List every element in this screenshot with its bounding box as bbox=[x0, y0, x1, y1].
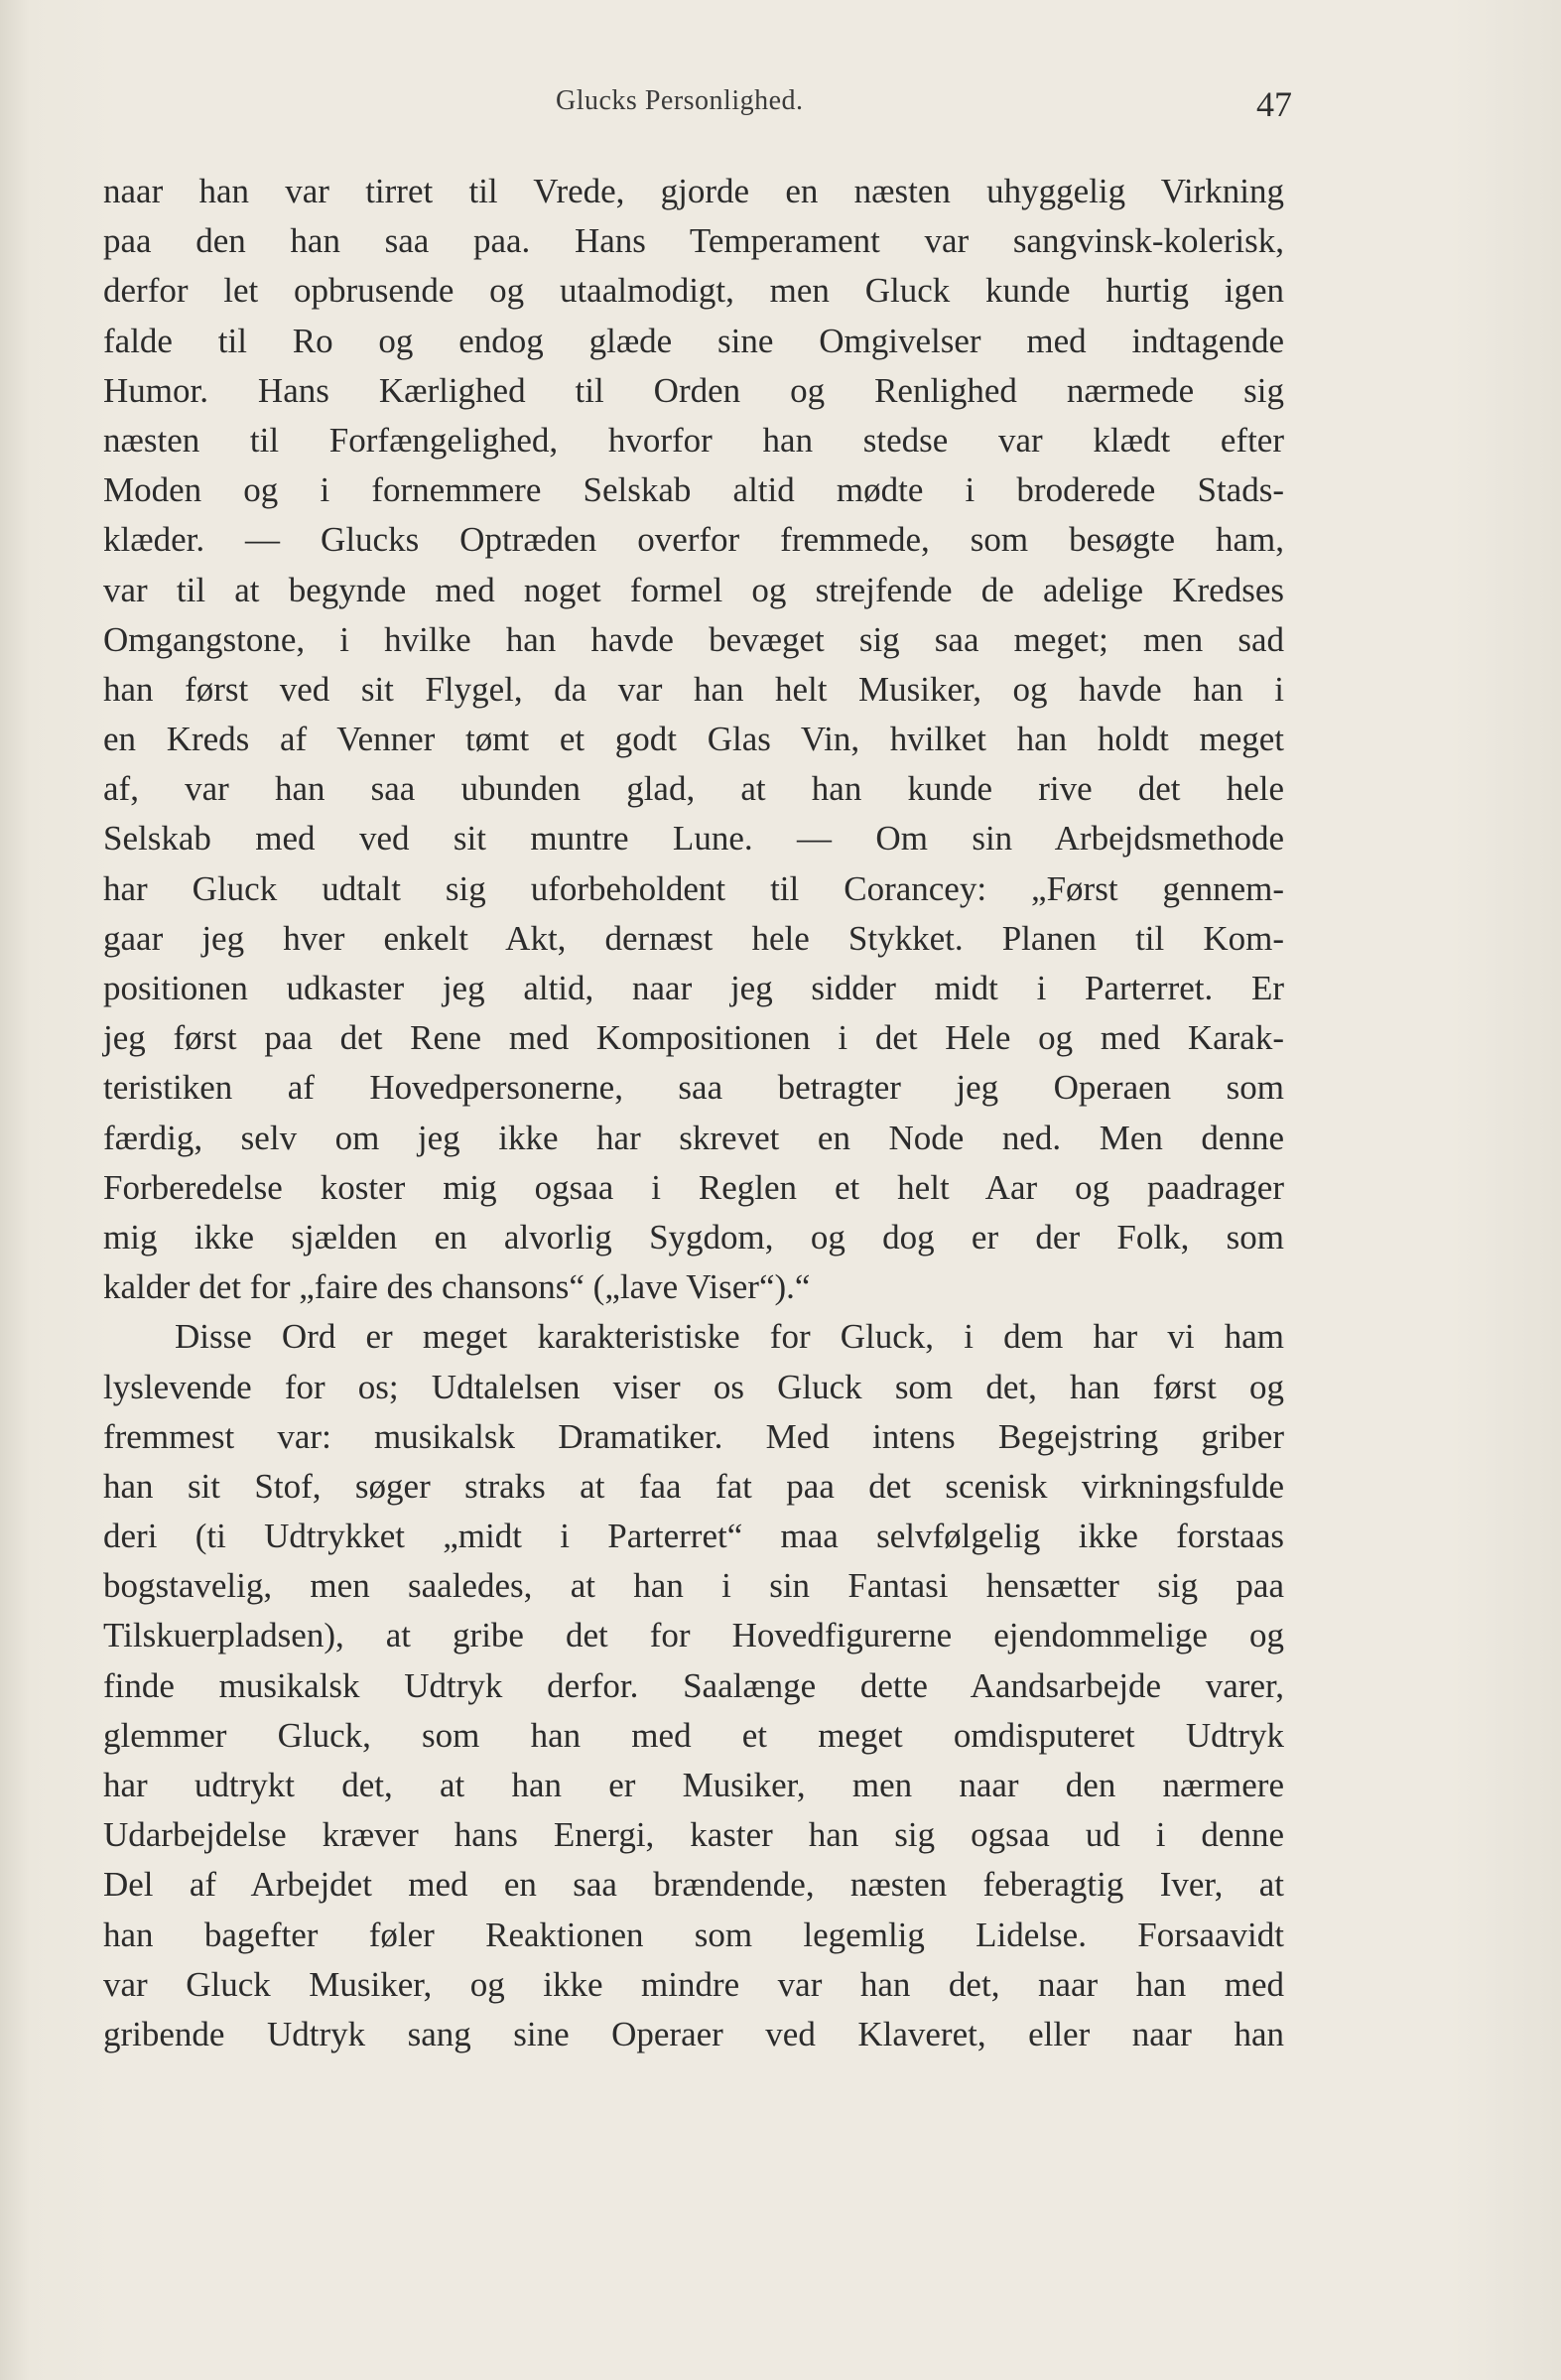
text-line: bogstavelig, men saaledes, at han i sin Fantasi hensætter sig paa bbox=[103, 1566, 1284, 1606]
body-text bbox=[103, 167, 1284, 2059]
text-line: kalder det for „faire des chansons“ („lave Viser“).“ bbox=[103, 1267, 811, 1307]
text-line: Del af Arbejdet med en saa brændende, næsten feberagtig Iver, at bbox=[103, 1865, 1284, 1905]
text-line: han sit Stof, søger straks at faa fat paa det scenisk virkningsfulde bbox=[103, 1466, 1284, 1506]
text-line: Tilskuerpladsen), at gribe det for Hovedfigurerne ejendommelige og bbox=[103, 1616, 1284, 1655]
page-number: 47 bbox=[1256, 84, 1292, 124]
text-line: færdig, selv om jeg ikke har skrevet en Node ned. Men denne bbox=[103, 1118, 1284, 1157]
text-line: glemmer Gluck, som han med et meget omdisputeret Udtryk bbox=[103, 1715, 1284, 1755]
text-line: mig ikke sjælden en alvorlig Sygdom, og dog er der Folk, som bbox=[103, 1217, 1284, 1256]
text-line: han bagefter føler Reaktionen som legemlig Lidelse. Forsaavidt bbox=[103, 1915, 1284, 1954]
text-line: Forberedelse koster mig ogsaa i Reglen et helt Aar og paadrager bbox=[103, 1167, 1284, 1207]
text-line: han først ved sit Flygel, da var han helt Musiker, og havde han i bbox=[103, 669, 1284, 709]
text-line: deri (ti Udtrykket „midt i Parterret“ maa selvfølgelig ikke forstaas bbox=[103, 1517, 1284, 1556]
text-line: lyslevende for os; Udtalelsen viser os Gluck som det, han først og bbox=[103, 1367, 1284, 1406]
text-line: en Kreds af Venner tømt et godt Glas Vin, hvilket han holdt meget bbox=[103, 720, 1284, 759]
text-line: naar han var tirret til Vrede, gjorde en næsten uhyggelig Virkning bbox=[103, 172, 1284, 210]
text-line: teristiken af Hovedpersonerne, saa betragter jeg Operaen som bbox=[103, 1068, 1284, 1108]
text-line: Moden og i fornemmere Selskab altid mødte i broderede Stads- bbox=[103, 470, 1284, 510]
text-line: Udarbejdelse kræver hans Energi, kaster han sig ogsaa ud i denne bbox=[103, 1815, 1284, 1855]
text-line: Omgangstone, i hvilke han havde bevæget sig saa meget; men sad bbox=[103, 619, 1284, 659]
text-line: positionen udkaster jeg altid, naar jeg sidder midt i Parterret. Er bbox=[103, 969, 1284, 1007]
text-line: klæder. — Glucks Optræden overfor fremmede, som besøgte ham, bbox=[103, 520, 1284, 560]
text-line: har udtrykt det, at han er Musiker, men naar den nærmere bbox=[103, 1766, 1284, 1804]
text-line: jeg først paa det Rene med Kompositionen i det Hele og med Karak- bbox=[103, 1018, 1284, 1058]
running-head: Glucks Personlighed. bbox=[556, 85, 804, 116]
text-line: Selskab med ved sit muntre Lune. — Om sin Arbejdsmethode bbox=[103, 819, 1284, 859]
text-line: har Gluck udtalt sig uforbeholdent til Corancey: „Først gennem- bbox=[103, 868, 1284, 908]
text-line: næsten til Forfængelighed, hvorfor han stedse var klædt efter bbox=[103, 420, 1284, 460]
text-line: af, var han saa ubunden glad, at han kunde rive det hele bbox=[103, 769, 1284, 809]
text-line: Disse Ord er meget karakteristiske for Gluck, i dem har vi ham bbox=[175, 1317, 1284, 1357]
text-line: fremmest var: musikalsk Dramatiker. Med intens Begejstring griber bbox=[103, 1416, 1284, 1456]
text-line: var til at begynde med noget formel og strejfende de adelige Kredses bbox=[103, 570, 1284, 609]
text-line: var Gluck Musiker, og ikke mindre var han det, naar han med bbox=[103, 1964, 1284, 2004]
text-line: gribende Udtryk sang sine Operaer ved Klaveret, eller naar han bbox=[103, 2014, 1284, 2053]
text-line: paa den han saa paa. Hans Temperament var sangvinsk-kolerisk, bbox=[103, 221, 1284, 261]
text-line: gaar jeg hver enkelt Akt, dernæst hele Stykket. Planen til Kom- bbox=[103, 918, 1284, 958]
text-line: finde musikalsk Udtryk derfor. Saalænge dette Aandsarbejde varer, bbox=[103, 1665, 1284, 1705]
text-line: falde til Ro og endog glæde sine Omgivelser med indtagende bbox=[103, 321, 1284, 360]
text-line: derfor let opbrusende og utaalmodigt, men Gluck kunde hurtig igen bbox=[103, 271, 1284, 311]
text-line: Humor. Hans Kærlighed til Orden og Renlighed nærmede sig bbox=[103, 370, 1284, 410]
